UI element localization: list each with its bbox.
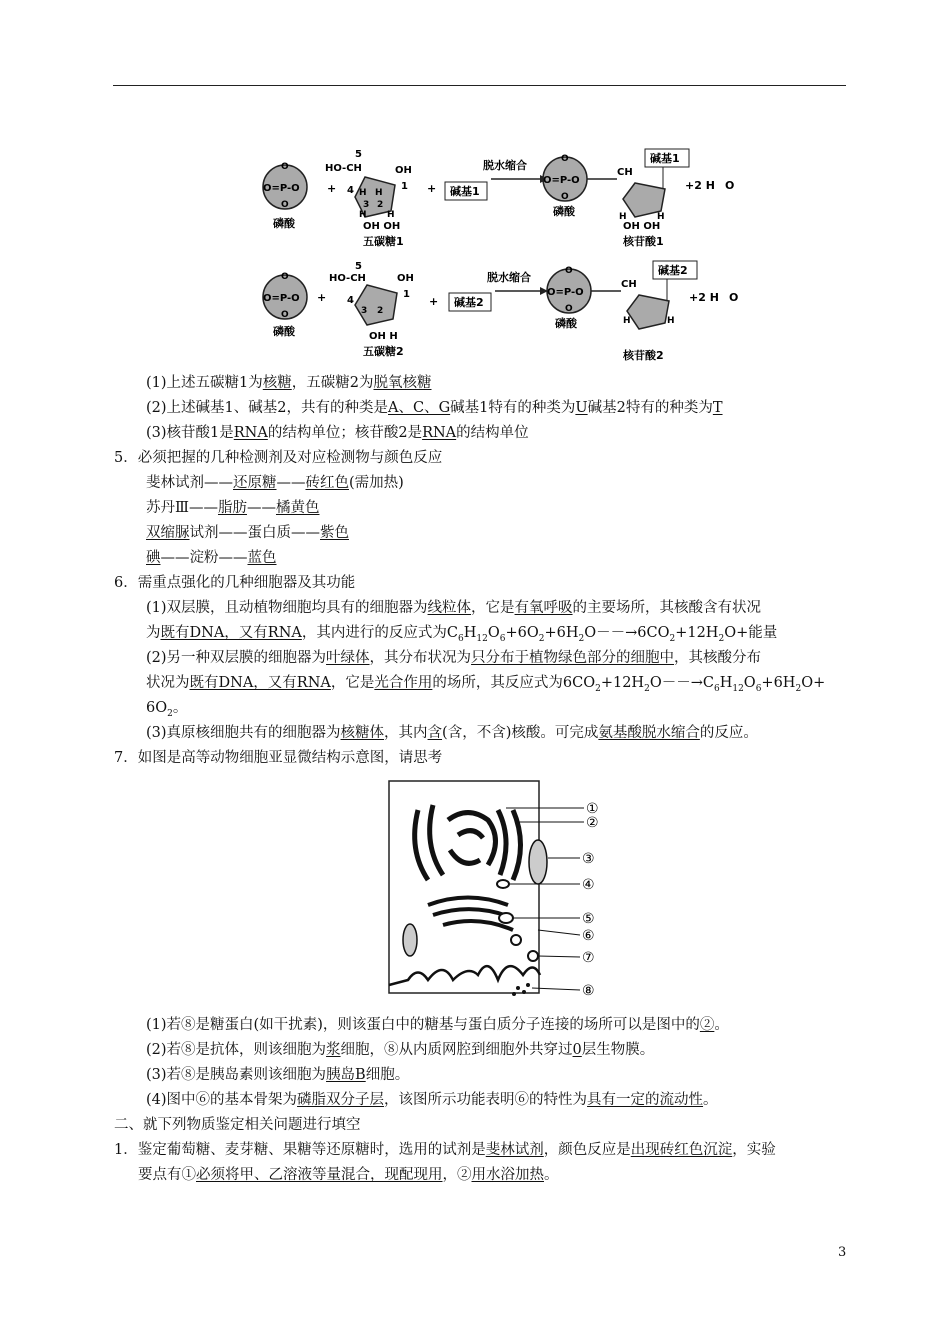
svg-text:O=P-O: O=P-O [263, 293, 300, 304]
svg-text:H: H [619, 212, 627, 222]
pentose-1 [325, 149, 412, 248]
svg-text:H: H [623, 316, 631, 326]
q4-line-2: (2)上述碱基1、碱基2，共有的种类是A、C、G碱基1特有的种类为U碱基2特有的种类为T [146, 400, 723, 416]
svg-text:2: 2 [377, 306, 384, 316]
svg-text:O: O [565, 304, 573, 314]
svg-text:O: O [729, 291, 739, 304]
sec2-line-2: 要点有①必须将甲、乙溶液等量混合，现配现用，②用水浴加热。 [138, 1167, 559, 1183]
svg-text:O: O [725, 179, 735, 192]
svg-text:4: 4 [347, 295, 354, 306]
mitochondrion-1 [529, 840, 547, 884]
vesicle-5 [499, 913, 513, 923]
nucleotide-2 [621, 261, 738, 362]
header-rule [113, 85, 846, 86]
svg-text:+2 H: +2 H [685, 179, 715, 192]
svg-text:OH H: OH H [369, 331, 398, 342]
plus-2a: + [317, 291, 327, 304]
q7-answer-1: (1)若⑧是糖蛋白(如干扰素)，则该蛋白中的糖基与蛋白质分子连接的场所可以是图中的②。 [146, 1017, 729, 1033]
svg-text:O: O [561, 192, 569, 202]
svg-text:碱基1: 碱基1 [650, 152, 680, 165]
nucleotide-1 [617, 149, 734, 248]
svg-text:五碳糖2: 五碳糖2 [363, 345, 404, 358]
phosphate-1 [263, 162, 307, 230]
page-number: 3 [838, 1245, 847, 1260]
arrow-label-1: 脱水缩合 [483, 159, 527, 172]
plus-1a: + [327, 182, 337, 195]
svg-text:碱基2: 碱基2 [658, 264, 688, 277]
q6-line-3: (2)另一种双层膜的细胞器为叶绿体，其分布状况为只分布于植物绿色部分的细胞中，其核酸分布 [146, 650, 762, 666]
label-6: ⑥ [582, 928, 595, 944]
vesicle-6 [511, 935, 521, 945]
vesicle-7 [528, 951, 538, 961]
vesicle-4 [497, 880, 509, 888]
svg-text:H: H [359, 188, 367, 198]
svg-text:五碳糖1: 五碳糖1 [363, 235, 404, 248]
cell-diagram [388, 780, 608, 1010]
section-2-title: 二、就下列物质鉴定相关问题进行填空 [114, 1117, 361, 1133]
product-phosphate-2 [547, 266, 591, 330]
svg-text:核苷酸2: 核苷酸2 [623, 349, 664, 362]
q6-line-6: (3)真原核细胞共有的细胞器为核糖体，其内含(含，不含)核酸。可完成氨基酸脱水缩合的反应。 [146, 725, 758, 741]
q6-title: 6．需重点强化的几种细胞器及其功能 [114, 575, 356, 591]
q5-row-3: 双缩脲试剂——蛋白质——紫色 [146, 525, 349, 541]
svg-text:磷酸: 磷酸 [273, 325, 295, 338]
label-8: ⑧ [582, 983, 595, 999]
base-box-2: 碱基2 [454, 296, 484, 309]
svg-text:HO-CH: HO-CH [329, 273, 366, 284]
svg-text:H: H [657, 212, 665, 222]
label-2: ② [586, 815, 599, 831]
svg-text:CH: CH [617, 167, 633, 178]
svg-text:O=P-O: O=P-O [547, 287, 584, 298]
svg-text:4: 4 [347, 185, 354, 196]
q6-line-5: $6O_2$。 [146, 700, 188, 719]
q6-line-4: 状况为既有DNA，又有RNA，它是光合作用的场所，其反应式为$6CO_2+12H_2O--\to C_6H_{12}O_6+6H_2O+$ [146, 675, 826, 694]
pentose-2 [329, 261, 414, 358]
svg-text:3: 3 [363, 200, 370, 210]
q5-row-2: 苏丹Ⅲ——脂肪——橘黄色 [146, 500, 320, 516]
q6-line-2: 为既有DNA，又有RNA，其内进行的反应式为$C_6H_{12}O_6+6O_2+6H_2O--\to 6CO_2+12H_2O+$能量 [146, 625, 778, 644]
label-1: ① [586, 801, 599, 817]
product-phosphate-1 [543, 154, 587, 218]
mitochondrion-2 [403, 924, 417, 956]
svg-text:磷酸: 磷酸 [273, 217, 295, 230]
svg-text:OH OH: OH OH [623, 221, 661, 232]
svg-text:O=P-O: O=P-O [543, 175, 580, 186]
q7-answer-2: (2)若⑧是抗体，则该细胞为浆细胞，⑧从内质网腔到细胞外共穿过0层生物膜。 [146, 1042, 655, 1058]
svg-text:1: 1 [401, 181, 408, 192]
phosphate-2 [263, 272, 307, 338]
svg-text:H: H [375, 188, 383, 198]
svg-text:1: 1 [403, 289, 410, 300]
svg-text:H: H [359, 210, 367, 220]
q5-row-1: 斐林试剂——还原糖——砖红色(需加热) [146, 475, 404, 491]
svg-text:H: H [387, 210, 395, 220]
svg-text:OH: OH [395, 165, 412, 176]
plus-1b: + [427, 182, 437, 195]
svg-text:磷酸: 磷酸 [553, 205, 575, 218]
label-7: ⑦ [582, 950, 595, 966]
svg-text:+2 H: +2 H [689, 291, 719, 304]
svg-text:磷酸: 磷酸 [555, 317, 577, 330]
q4-line-1: (1)上述五碳糖1为核糖，五碳糖2为脱氧核糖 [146, 375, 432, 391]
plus-2b: + [429, 295, 439, 308]
svg-text:OH OH: OH OH [363, 221, 401, 232]
svg-text:O=P-O: O=P-O [263, 183, 300, 194]
base-box-1: 碱基1 [450, 185, 480, 198]
q4-line-3: (3)核苷酸1是RNA的结构单位；核苷酸2是RNA的结构单位 [146, 425, 529, 441]
sec2-line-1: 1．鉴定葡萄糖、麦芽糖、果糖等还原糖时，选用的试剂是斐林试剂，颜色反应是出现砖红色沉淀，实验 [114, 1142, 776, 1158]
svg-text:O: O [281, 310, 289, 320]
svg-text:OH: OH [397, 273, 414, 284]
q7-title: 7．如图是高等动物细胞亚显微结构示意图，请思考 [114, 750, 443, 766]
q5-title: 5．必须把握的几种检测剂及对应检测物与颜色反应 [114, 450, 443, 466]
svg-text:5: 5 [355, 149, 362, 160]
q7-answer-3: (3)若⑧是胰岛素则该细胞为胰岛B细胞。 [146, 1067, 410, 1083]
svg-text:O: O [561, 154, 569, 164]
nucleotide-diagram [255, 145, 745, 370]
svg-text:2: 2 [377, 200, 384, 210]
svg-text:CH: CH [621, 279, 637, 290]
svg-text:HO-CH: HO-CH [325, 163, 362, 174]
svg-text:O: O [281, 162, 289, 172]
label-4: ④ [582, 877, 595, 893]
label-5: ⑤ [582, 911, 595, 927]
arrow-label-2: 脱水缩合 [487, 271, 531, 284]
q5-row-4: 碘——淀粉——蓝色 [146, 550, 277, 566]
svg-text:5: 5 [355, 261, 362, 272]
svg-text:O: O [281, 200, 289, 210]
svg-text:O: O [565, 266, 573, 276]
svg-text:核苷酸1: 核苷酸1 [623, 235, 664, 248]
svg-text:H: H [667, 316, 675, 326]
label-3: ③ [582, 851, 595, 867]
q7-answer-4: (4)图中⑥的基本骨架为磷脂双分子层，该图所示功能表明⑥的特性为具有一定的流动性。 [146, 1092, 718, 1108]
svg-text:3: 3 [361, 306, 368, 316]
q6-line-1: (1)双层膜，且动植物细胞均具有的细胞器为线粒体，它是有氧呼吸的主要场所，其核酸含有状况 [146, 600, 762, 616]
svg-text:O: O [281, 272, 289, 282]
